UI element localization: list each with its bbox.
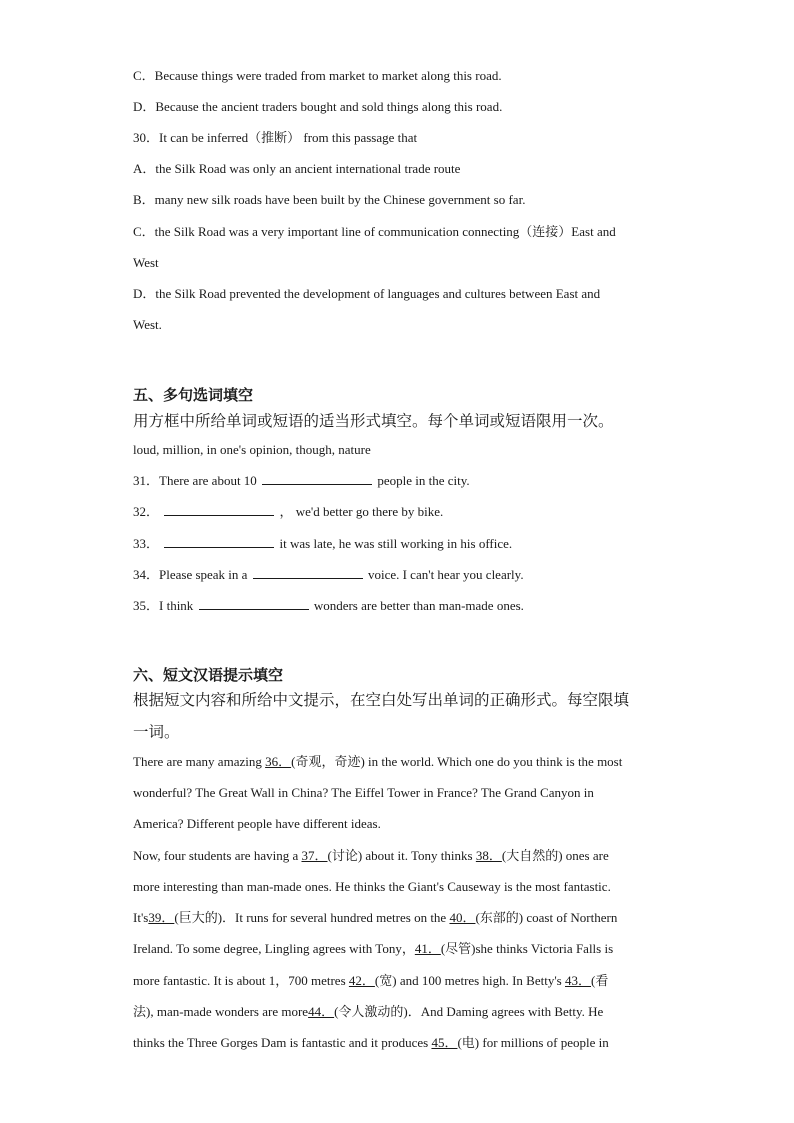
- passage-text: (东部的) coast of Northern: [475, 910, 618, 925]
- blank-36[interactable]: 36．: [265, 754, 292, 769]
- blank-44[interactable]: 44．: [308, 1004, 335, 1019]
- q35-text-pre: 35．I think: [133, 598, 194, 613]
- passage-line: more interesting than man-made ones. He thinks the Giant's Causeway is the most fantastic.: [133, 879, 611, 894]
- q35-blank[interactable]: [199, 597, 309, 610]
- q30-option-c: C．the Silk Road was a very important line of communication connecting（连接）East and: [133, 224, 616, 239]
- q30-option-b: B．many new silk roads have been built by the Chinese government so far.: [133, 192, 526, 207]
- q35-text-post: wonders are better than man-made ones.: [313, 598, 524, 613]
- q31: [133, 472, 470, 490]
- blank-40[interactable]: 40．: [449, 910, 476, 925]
- passage-line: America? Different people have different ideas.: [133, 816, 381, 831]
- blank-39[interactable]: 39．: [148, 910, 175, 925]
- q31-text-pre: 31．There are about 10: [133, 473, 257, 488]
- q35: [133, 597, 524, 615]
- passage-line: [133, 972, 608, 990]
- passage-line: [133, 1003, 603, 1021]
- passage-line: [133, 753, 622, 771]
- q33-text-post: it was late, he was still working in his office.: [279, 536, 513, 551]
- q34: [133, 566, 524, 584]
- passage-text: more fantastic. It is about 1，700 metres: [133, 973, 349, 988]
- passage-text: thinks the Three Gorges Dam is fantastic and it produces: [133, 1035, 432, 1050]
- blank-45[interactable]: 45．: [431, 1035, 458, 1050]
- q29-option-c: C．Because things were traded from market to market along this road.: [133, 68, 502, 83]
- passage-text: It's: [133, 910, 149, 925]
- q31-blank[interactable]: [262, 472, 372, 485]
- q32: [133, 503, 443, 521]
- passage-text: (奇观，奇迹) in the world. Which one do you think is the most: [291, 754, 623, 769]
- section6-instruction-line1: 根据短文内容和所给中文提示，在空白处写出单词的正确形式。每空限填: [133, 691, 630, 709]
- q30-option-c-cont: West: [133, 255, 159, 270]
- passage-text: (看: [591, 973, 609, 988]
- q34-blank[interactable]: [253, 566, 363, 579]
- q32-text-pre: 32．: [133, 504, 160, 519]
- passage-line: wonderful? The Great Wall in China? The Eiffel Tower in France? The Grand Canyon in: [133, 785, 594, 800]
- blank-37[interactable]: 37．: [301, 848, 328, 863]
- passage-text: Now, four students are having a: [133, 848, 302, 863]
- passage-text: There are many amazing: [133, 754, 266, 769]
- blank-43[interactable]: 43．: [565, 973, 592, 988]
- passage-line: [133, 909, 617, 927]
- blank-42[interactable]: 42．: [348, 973, 375, 988]
- section6-instruction-line2: 一词。: [133, 723, 180, 741]
- passage-text: (宽) and 100 metres high. In Betty's: [374, 973, 565, 988]
- passage-line: [133, 1034, 609, 1052]
- q33-blank[interactable]: [164, 535, 274, 548]
- q33: [133, 535, 512, 553]
- q32-text-post: ， we'd better go there by bike.: [279, 504, 444, 519]
- passage-text: (讨论) about it. Tony thinks: [327, 848, 476, 863]
- q30-option-d-cont: West.: [133, 317, 162, 332]
- q30-option-d: D．the Silk Road prevented the development of languages and cultures between East and: [133, 286, 601, 301]
- passage-text: (大自然的) ones are: [501, 848, 609, 863]
- section6-heading: 六、短文汉语提示填空: [133, 666, 284, 684]
- blank-38[interactable]: 38．: [475, 848, 502, 863]
- q32-blank[interactable]: [164, 503, 274, 516]
- q30-stem: 30．It can be inferred（推断） from this passage that: [133, 130, 418, 145]
- q34-text-pre: 34．Please speak in a: [133, 567, 248, 582]
- q30-option-a: A．the Silk Road was only an ancient international trade route: [133, 161, 461, 176]
- blank-41[interactable]: 41．: [414, 941, 441, 956]
- q33-text-pre: 33．: [133, 536, 160, 551]
- section5-heading: 五、多句选词填空: [133, 386, 254, 404]
- passage-text: (令人激动的)．And Daming agrees with Betty. He: [334, 1004, 604, 1019]
- passage-text: (尽管)she thinks Victoria Falls is: [440, 941, 614, 956]
- section5-instruction: 用方框中所给单词或短语的适当形式填空。每个单词或短语限用一次。: [133, 412, 614, 430]
- q34-text-post: voice. I can't hear you clearly.: [367, 567, 524, 582]
- q29-option-d: D．Because the ancient traders bought and sold things along this road.: [133, 99, 503, 114]
- passage-line: [133, 847, 609, 865]
- passage-text: (电) for millions of people in: [457, 1035, 609, 1050]
- passage-text: Ireland. To some degree, Lingling agrees with Tony，: [133, 941, 415, 956]
- passage-text: (巨大的)．It runs for several hundred metres on the: [174, 910, 450, 925]
- passage-line: [133, 940, 613, 958]
- q31-text-post: people in the city.: [377, 473, 470, 488]
- passage-text: 法), man-made wonders are more: [133, 1004, 309, 1019]
- word-box: loud, million, in one's opinion, though, nature: [133, 442, 371, 457]
